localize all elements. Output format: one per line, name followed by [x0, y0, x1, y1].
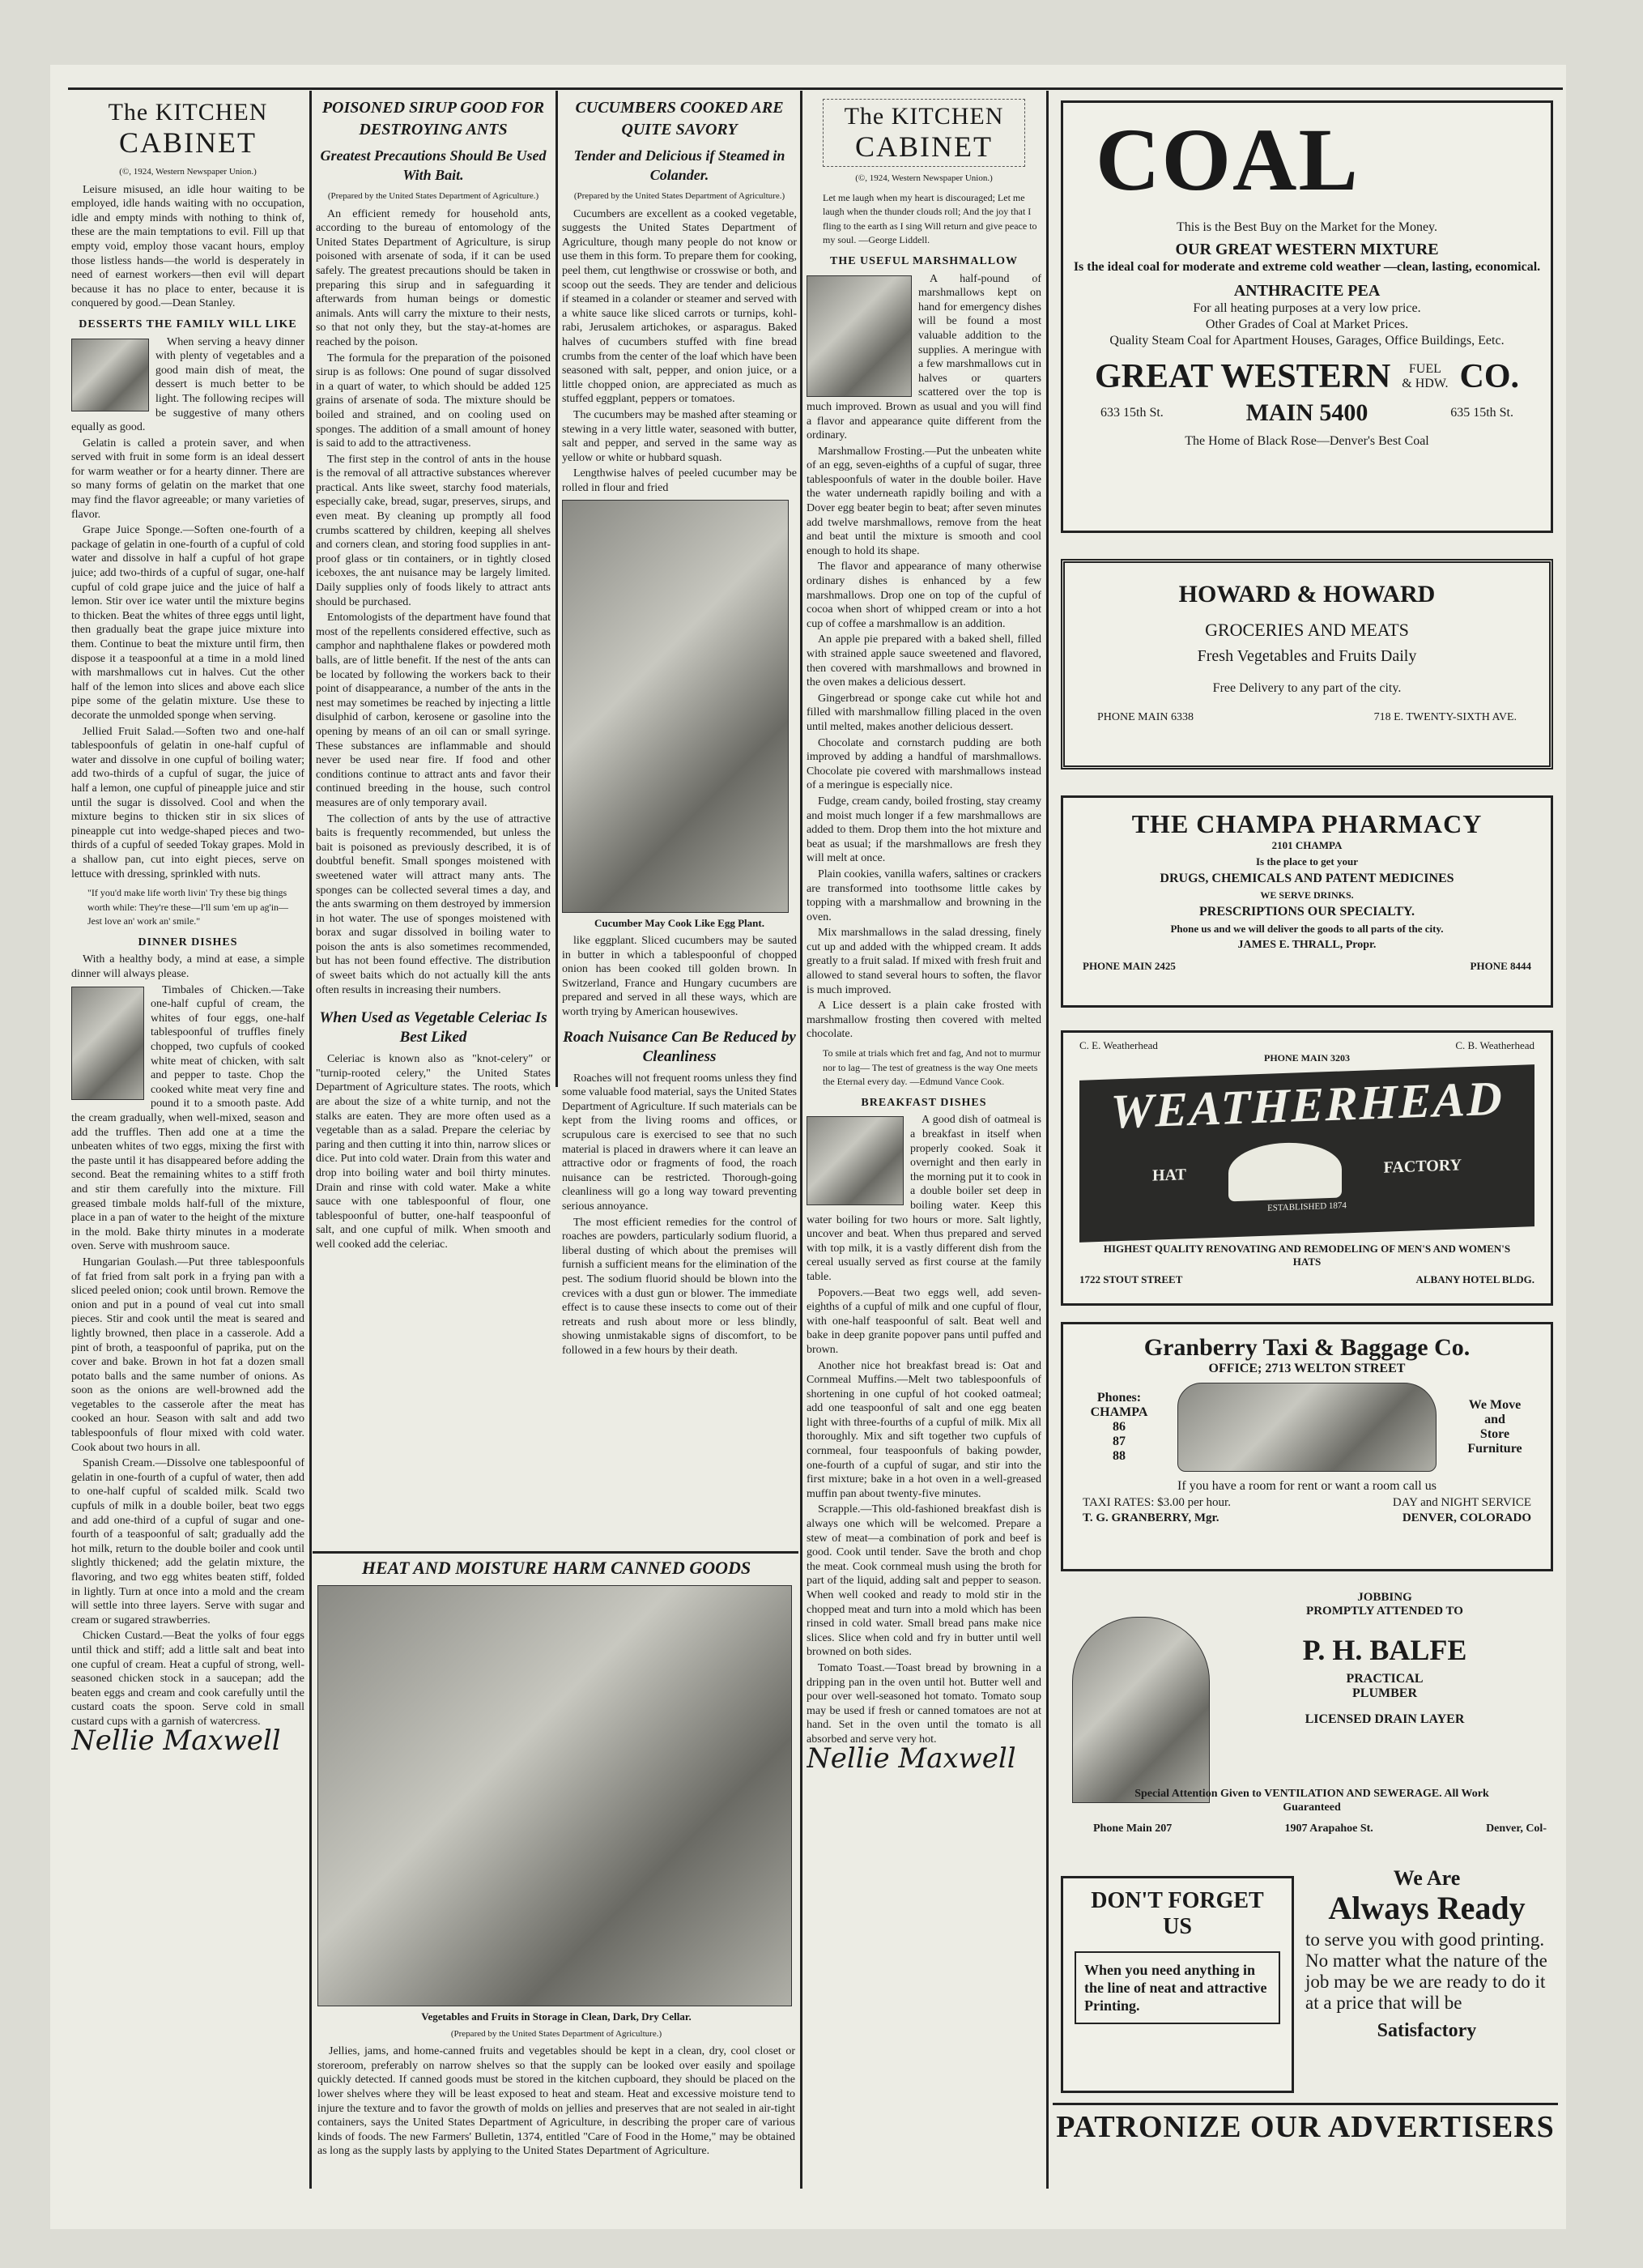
wheat-hand-illustration: [71, 987, 144, 1100]
column-rule: [555, 91, 558, 1087]
ad-line: PROMPTLY ATTENDED TO: [1306, 1605, 1463, 1618]
address: 2101 CHAMPA: [1271, 839, 1343, 851]
woman-reading-illustration: [807, 275, 912, 397]
ad-body: When you need anything in the line of neat and attractive Printing.: [1075, 1951, 1280, 2024]
paragraph: An apple pie prepared with a baked shell, filled with strained apple sauce sweetened and flavored, then covered with marshmallows and browned in the oven makes a delicious dessert.: [807, 633, 1041, 689]
ad-line: We Move: [1468, 1398, 1522, 1412]
ad-title: DON'T FORGET: [1091, 1888, 1264, 1913]
ad-line: Special Attention Given to VENTILATION AND SEWERAGE. All Work Guaranteed: [1134, 1788, 1489, 1814]
recipe-spanish-cream: Spanish Cream.—Dissolve one tablespoonful of gelatin in one-fourth of a cupful of water, then add to one-half cupful of scalded milk. Scald two cupfuls of milk in a double boiler, beat two eggs and add one-third of a cupful of sugar and one-fourth of a teaspoonful of salt; gradually add the hot milk, return to the double boiler and cook until slightly thickened; add the gelatin mixture, the flavoring, and two egg whites beaten stiff, folded in lightly. Turn at once into a mold and the cream will settle into three layers. Serve with sugar and cream or sugared strawberries.: [71, 1457, 304, 1626]
company-name: HOWARD & HOWARD: [1178, 581, 1436, 608]
ad-line: LICENSED DRAIN LAYER: [1305, 1712, 1465, 1726]
phone: PHONE 8444: [1470, 960, 1531, 972]
phone: 87: [1113, 1435, 1126, 1448]
company-suffix: CO.: [1459, 358, 1519, 395]
signature: Nellie Maxwell: [71, 1724, 281, 1757]
ad-dont-forget: [1061, 1876, 1294, 2093]
address: 633 15th St.: [1100, 406, 1164, 420]
recipe-jellied-fruit-salad: Jellied Fruit Salad.—Soften two and one-half tablespoonfuls of gelatin in one-half cupful of water and dissolve in one cupful of boiling water; add two-thirds of a cupful of sugar, the juice of half a lemon, one cupful of pineapple juice and stir until the sugar is dissolved. Cool and when the mixture begins to thicken stir in six slices of pineapple cut into wedge-shaped pieces and two-thirds of a cupful of seeded Tokay grapes. Mold in a shallow pan, cut into eight pieces, serve on lettuce with dressing, sprinkled with nuts.: [71, 725, 304, 880]
recipe-scrapple: Scrapple.—This old-fashioned breakfast dish is always one which will be welcomed. Prepare a stew of meat—a combination of pork and beef is good. Cook until tender. Save the broth and chop the meat. Cook cornmeal mush using the broth for part of the liquid, adding salt and pepper to season. When well cooked and ready to mold stir in the chopped meat and turn into a mold which has been rinsed in cold water. Small bread pans make nice slices. Slice when cold and fry in butter until well browned on both sides.: [807, 1503, 1041, 1659]
ad-line: Is the place to get your: [1255, 855, 1358, 868]
ad-line: JOBBING: [1357, 1591, 1412, 1604]
woman-cooking-photo: [562, 500, 789, 913]
ad-line: PRESCRIPTIONS OUR SPECIALTY.: [1199, 905, 1415, 919]
ad-line: Quality Steam Coal for Apartment Houses, Garages, Office Buildings, Eetc.: [1109, 334, 1505, 347]
recipe-goulash: Hungarian Goulash.—Put three tablespoonfuls of fat fried from salt pork in a frying pan with a sliced peeled onion; cook until brown. Remove the onion and put in a pound of veal cut into small pieces. Stir and cook until the meat is seared and lightly browned, then place in a casserole. Add a pint of broth, a teaspoonful of paprika, put on the cover and bake. Brown in hot fat a dozen small potato balls and the same number of onions. As soon as the onions are well-browned add the vegetables to the casserole after the meat has cooked an hour. Season with salt and add two tablespoonfuls of flour mixed with cold water. Cook about two hours in all.: [71, 1256, 304, 1454]
subhead-cucumbers: Tender and Delicious if Steamed in Colander.: [573, 147, 785, 183]
paragraph: The flavor and appearance of many otherwise ordinary dishes is enhanced by a few marshmallows. Drop one on top of the cupful of cocoa when short of whipped cream or into a hot cup of coffee a marshmallow is an addition.: [807, 561, 1041, 630]
paragraph: Chocolate and cornstarch pudding are both improved by adding a handful of marshmallows. Chocolate pie covered with marshmallows instead of a meringue is especially nice.: [807, 736, 1041, 792]
section-heading-dinner: DINNER DISHES: [138, 936, 238, 949]
ad-line: Fresh Vegetables and Fruits Daily: [1197, 647, 1417, 665]
cellar-shelves-photo: [317, 1585, 792, 2006]
hat-icon: [1228, 1141, 1342, 1202]
ad-tagline: The Home of Black Rose—Denver's Best Coal: [1185, 434, 1429, 448]
paragraph: The most efficient remedies for the control of roaches are powders, particularly sodium fluorid, a liberal dusting of which about the premises will furnish a sufficient means for the elimination of the pest. The sodium fluorid should be blown into the crevices with a dust gun or blower. The immediate effect is to cause these insects to come out of their retreats and rush about more or less blindly, showing unmistakable signs of discomfort, to be followed in a few hours by their death.: [562, 1216, 797, 1357]
recipe-tomato-toast: Tomato Toast.—Toast bread by browning in a dripping pan in the oven until hot. Butter well and pour over well-seasoned hot tomato. Tomato soup may be used if fresh or canned tomatoes are not at hand. Set in the oven until the tomato is all absorbed and serve very hot.: [807, 1661, 1041, 1746]
paragraph: The cucumbers may be mashed after steaming or stewing in a very little water, seasoned with butter, salt and pepper, and served in the same way as yellow or white or hubbard squash.: [562, 408, 797, 464]
address: 635 15th St.: [1450, 406, 1513, 420]
kitchen-cabinet-heading: [71, 99, 304, 159]
paragraph: like eggplant. Sliced cucumbers may be sauted in butter in which a tablespoonful of chopped onion has been cooked till golden brown. In Switzerland, France and Hungary cucumbers are prepared and served in all these ways, which are worth trying by American housewives.: [562, 935, 797, 1019]
ad-title: US: [1163, 1914, 1192, 1939]
ad-title: We Are: [1393, 1866, 1461, 1890]
company-name: P. H. BALFE: [1302, 1634, 1467, 1666]
ad-line: and: [1484, 1413, 1505, 1426]
recipe-timbales: Timbales of Chicken.—Take one-half cupful of cream, the whites of four eggs, one-half tablespoonful of truffles finely chopped, two cupfuls of cooked white meat of chicken, with salt and pepper to taste. Chop the cooked white meat very fine and pound it to a smooth paste. Add the cream gradually, when well-mixed, season and add the truffles. Then add one at a time the unbeaten whites of two eggs, mixing the first with the paste until it has disappeared before adding the second. Beat the remaining whites to a stiff froth and stir them carefully into the mixture. Fill greased timbale molds half-full of the mixture, place in a pan of water to the height of the mixture in the mold. Bake thirty minutes in a moderate oven. Serve with mushroom sauce.: [71, 983, 304, 1253]
ad-coal: [1061, 100, 1553, 533]
phone: PHONE MAIN 6338: [1097, 711, 1194, 723]
kc-title-line2: CABINET: [119, 126, 257, 159]
breakfast-table-illustration: [807, 1116, 904, 1205]
kc-title-line1: The KITCHEN: [108, 99, 268, 126]
recipe-marshmallow-frosting: Marshmallow Frosting.—Put the unbeaten white of an egg, seven-eighths of a cupful of sugar, three tablespoonfuls of water in the double boiler. Have the water underneath rapidly boiling and with a Dover egg beater begin to beat; after seven minutes add twelve marshmallows, remove from the heat and beat until the mixture is smooth and cool enough to hold its shape.: [807, 445, 1041, 557]
ad-title: Always Ready: [1328, 1890, 1526, 1926]
automobile-illustration: [1177, 1383, 1437, 1472]
ad-line: & HDW.: [1402, 377, 1449, 390]
poem: To smile at trials which fret and fag, And not to murmur nor to lag— The test of greatness is the way One meets the Eternal every day. —Edmund Vance Cook.: [823, 1047, 1041, 1088]
ad-line: TAXI RATES: $3.00 per hour.: [1083, 1496, 1231, 1509]
paragraph: With a healthy body, a mind at ease, a simple dinner will always please.: [71, 953, 304, 981]
ad-line: WE SERVE DRINKS.: [1260, 889, 1354, 901]
poem: "If you'd make life worth livin' Try these big things worth while: They're these—I'll sum 'em up ag'in— Jest love an' work an' smile.": [87, 887, 289, 927]
top-rule: [68, 87, 1563, 90]
paragraph: Jellies, jams, and home-canned fruits and vegetables should be kept in a clean, dry, cool closet or storeroom, preferably on narrow shelves so that the supply can be looked over easily and spoilage quickly detected. If canned goods must be stored in the kitchen cupboard, they should be placed on the lower shelves where they will be least exposed to heat and steam. Heat and excessive moisture tend to injure the texture and to favor the growth of molds on jellies and preserves that are not sealed in air-tight containers, says the United States Department of Agriculture, in describing the proper care of various kinds of foods. The new Farmers' Bulletin, 1374, entitled "Care of Food in the Home," may be obtained as long as the supply lasts by applying to the United States Department of Agriculture.: [317, 2045, 795, 2158]
kc-title-line2: CABINET: [855, 130, 993, 163]
ad-granberry-taxi: [1061, 1322, 1553, 1571]
ad-title: COAL: [1096, 110, 1360, 209]
ad-howard: [1061, 559, 1553, 770]
ad-line: Store: [1479, 1427, 1510, 1441]
patronize-banner: PATRONIZE OUR ADVERTISERS: [1056, 2110, 1555, 2144]
paragraph: Fudge, cream candy, boiled frosting, stay creamy and moist much longer if a few marshmallows are added to them. Drop them into the hot mixture and beat as usual; if the marshmallows are fresh they will melt at once.: [807, 795, 1041, 865]
recipe-grape-juice-sponge: Grape Juice Sponge.—Soften one-fourth of a package of gelatin in one-fourth of a cupful of cold water and dissolve in half a cupful of hot grape juice; add two-thirds of a cupful of sugar, one-half cupful of cold grape juice and the juice of half a lemon. Stir over ice water until the mixture begins to thicken. Beat the whites of three eggs until light, then gradually beat the grape juice mixture into them. Continue to beat the mixture until firm, then dispose it a teaspoonful at a time in a mold lined with marshmallows cut in halves. Cut the other half of the lemon into slices and above each slice pipe some of the gelatin mixture. Use these to decorate the unmolded sponge when serving.: [71, 524, 304, 722]
phone: PHONE MAIN 2425: [1083, 960, 1176, 972]
ad-line: Is the ideal coal for moderate and extreme cold weather —clean, lasting, economical.: [1073, 260, 1541, 274]
company-name: Granberry Taxi & Baggage Co.: [1143, 1334, 1471, 1361]
ad-line: ANTHRACITE PEA: [1233, 282, 1381, 300]
column-4: [807, 96, 1041, 2185]
paragraph: Gingerbread or sponge cake cut while hot and filled with marshmallow filling placed in the oven until melted, makes another delicious dessert.: [807, 692, 1041, 733]
paragraph: The collection of ants by the use of attractive baits is frequently recommended, but unless the bait is poisoned as previously described, it is of doubtful benefit. Small sponges moistened with sweetened water will attract many ants. The sponges can be collected several times a day, and the ants swarming on them destroyed by immersion in hot water. The use of sponges moistened with borax and sugar dissolved in boiling water to poison the ants is also sometimes recommended, but has not been found effective. The distribution of sweet baits which do not actually kill the ants often results in increasing their numbers.: [316, 812, 551, 996]
phone: Phone Main 207: [1093, 1823, 1173, 1835]
phone: MAIN 5400: [1245, 399, 1368, 426]
column-rule: [800, 91, 802, 2189]
signature: Nellie Maxwell: [807, 1742, 1016, 1775]
owner-name: C. E. Weatherhead: [1079, 1039, 1158, 1051]
ad-weatherhead: [1061, 1030, 1553, 1306]
photo-caption: Vegetables and Fruits in Storage in Clean, Dark, Dry Cellar.: [421, 2010, 692, 2023]
column-rule: [1046, 91, 1049, 2189]
paragraph: Cucumbers are excellent as a cooked vegetable, suggests the United States Department of Agriculture, though many people do not know or use them in this form. To prepare them for cooking, peel them, cut lengthwise or crosswise or both, and scoop out the seeds. They are tender and delicious if steamed in a colander or steamer and served with a white sauce like sliced carrots or turnips, kohl-rabi, Jerusalem artichokes, or asparagus. Baked halves of cucumbers stuffed with fine bread crumbs from the center of the loaf which have been seasoned with salt, pepper, and onion juice, or a little chopped onion, are appreciated as much as stuffed eggplant, peppers or tomatoes.: [562, 207, 797, 406]
owner-name: C. B. Weatherhead: [1455, 1039, 1534, 1051]
recipe-muffins: Another nice hot breakfast bread is: Oat and Cornmeal Muffins.—Melt two tablespoonfuls of shortening in one cupful of hot cooked oatmeal; add one teaspoonful of salt and one egg beaten light with three-fourths of a cupful of milk. Mix all thoroughly. Mix and sift together two cupfuls of cornmeal, four teaspoonfuls of baking powder, one-fourth of a cupful of sugar, and stir into the first mixture; bake in a hot oven in a well-greased muffin pan about twenty-five minutes.: [807, 1359, 1041, 1500]
plumbing-fixture-illustration: [1072, 1617, 1210, 1803]
ad-line: For all heating purposes at a very low price.: [1193, 301, 1421, 315]
paragraph: Entomologists of the department have found that most of the repellents considered effective, such as camphor and naphthalene flakes or powdered moth balls, are of little benefit. If the nest of the ants can be located by following the workers back to their point of disappearance, a number of the ants in the nest may sometimes be reached by injecting a little disulphid of carbon, kerosene or gasoline into the opening by means of an oil can or small syringe. These substances are inflammable and should never be used near fire. If food and other conditions continue to attract ants and favor their continued breeding in the house, such control measures are of only temporary avail.: [316, 612, 551, 809]
column-rule: [309, 91, 312, 2189]
paragraph: Gelatin is called a protein saver, and when served with fruit in some form is an ideal dessert for warm weather or for a hearty dinner. There are so many forms of gelatin on the market that one may find the flavor agreeable; or many varieties of flavor.: [71, 437, 304, 521]
phone: PHONE MAIN 3203: [1264, 1052, 1350, 1064]
source-line: (Prepared by the United States Department of Agriculture.): [450, 2028, 662, 2039]
paragraph: A Lice dessert is a plain cake frosted with marshmallow frosting then covered with melted chocolate.: [807, 1000, 1041, 1041]
ad-line: This is the Best Buy on the Market for the Money.: [1176, 220, 1438, 234]
headline-cucumbers: CUCUMBERS COOKED ARE QUITE SAVORY: [575, 99, 784, 139]
manager: T. G. GRANBERRY, Mgr.: [1083, 1511, 1219, 1524]
ad-body: to serve you with good printing. No matter what the nature of the job may be we are ready to do it at a price that will be: [1305, 1929, 1547, 2013]
address: OFFICE; 2713 WELTON STREET: [1208, 1362, 1406, 1375]
ad-always-ready: [1300, 1863, 1553, 2100]
weatherhead-banner: [1079, 1064, 1534, 1243]
ad-line: Other Grades of Coal at Market Prices.: [1205, 318, 1409, 331]
column-1: [71, 96, 304, 2185]
headline-ants: POISONED SIRUP GOOD FOR DESTROYING ANTS: [321, 99, 545, 139]
ad-line: PLUMBER: [1352, 1686, 1417, 1700]
city: Denver, Col-: [1486, 1823, 1547, 1835]
ad-line: CHAMPA: [1090, 1405, 1148, 1419]
paragraph: An efficient remedy for household ants, according to the bureau of entomology of the United States Department of Agriculture, is sirup poisoned with arsenate of soda, if it can be used safely. The greatest precautions should be taken in preparing this sirup and in safeguarding it afterwards from human beings or domestic animals. Ants will carry the mixture to their nests, so that not only they, but the stay-at-homes are reached by the poison.: [316, 207, 551, 348]
banner-title: WEATHERHEAD: [1110, 1071, 1504, 1139]
ad-line: HIGHEST QUALITY RENOVATING AND REMODELING OF MEN'S AND WOMEN'S HATS: [1103, 1243, 1511, 1268]
poem: Let me laugh when my heart is discouraged; Let me laugh when the thunder clouds roll; And the joy that I fling to the earth as I sing Will return and give peace to my soul. —George Liddell.: [823, 191, 1037, 246]
company-name: THE CHAMPA PHARMACY: [1131, 809, 1483, 838]
paragraph: Celeriac is known also as "knot-celery" or "turnip-rooted celery," the United States Department of Agriculture states. The roots, which are about the size of a white turnip, and not the stalks are eaten. They are more often used as a vegetable than as a salad. Prepare the celeriac by paring and then cutting it into thin, narrow slices or dice. Put into cold water. Drain from this water and drop into boiling water and boil thirty minutes. Drain and rinse with cold water. Make a white sauce with one tablespoonful of flour, one tablespoonful of butter, one-half teaspoonful of salt, and one cupful of milk. When smooth and well cooked add the celeriac.: [316, 1053, 551, 1251]
address: 1722 STOUT STREET: [1079, 1273, 1183, 1285]
ad-line: GROCERIES AND MEATS: [1205, 620, 1409, 640]
paragraph: The formula for the preparation of the poisoned sirup is as follows: One pound of sugar dissolved in a quart of water, to which should be added 125 grains of arsenate of soda. The mixture should be boiled and strained, and on cooling used on sponges. The addition of a small amount of honey is said to add to the attractiveness.: [316, 352, 551, 450]
paragraph: A half-pound of marshmallows kept on hand for emergency dishes will be found a most valuable addition to the supplies. A meringue with a few marshmallows cut in halves or quarters scattered over the top is much improved. Brown as usual and you will find a flavor and appearance quite different from the ordinary.: [807, 272, 1041, 442]
ad-line: Phones:: [1096, 1391, 1142, 1405]
ad-line: OUR GREAT WESTERN MIXTURE: [1175, 241, 1439, 258]
kitchen-cabinet-heading: [823, 99, 1025, 167]
intro-paragraph: Leisure misused, an idle hour waiting to be employed, idle hands waiting with no occupation, idle and empty minds with nothing to think of, these are the main temptations to evil. Fill up that empty void, employ those vacant hours, employ those listless hands—the world is desperately in need of earnest workers—then evil will depart because it has no place to enter, because it is conquered by good.—Dean Stanley.: [71, 183, 304, 310]
phone: 86: [1113, 1420, 1126, 1434]
dessert-glass-illustration: [71, 339, 149, 411]
ad-line: PRACTICAL: [1346, 1672, 1424, 1686]
photo-caption: Cucumber May Cook Like Egg Plant.: [594, 917, 764, 930]
headline-roach: Roach Nuisance Can Be Reduced by Cleanliness: [563, 1028, 796, 1065]
ad-line: DAY and NIGHT SERVICE: [1392, 1496, 1531, 1509]
source-line: (Prepared by the United States Department of Agriculture.): [327, 191, 539, 201]
address: 1907 Arapahoe St.: [1284, 1823, 1373, 1835]
paragraph: Roaches will not frequent rooms unless they find some valuable food material, says the United States Department of Agriculture. If such materials can be kept from the living rooms and offices, or scrupulous care is exercised to see that no such material is placed in drawers where it can leave an attractive odor or fragments of food, the roach nuisance can be restricted. Thorough-going cleanliness will go a long way toward preventing serious annoyance.: [562, 1072, 797, 1213]
paragraph: Lengthwise halves of peeled cucumber may be rolled in flour and fried: [562, 467, 797, 494]
company-name: GREAT WESTERN: [1095, 358, 1391, 395]
copyright-line: (©, 1924, Western Newspaper Union.): [119, 167, 257, 177]
column-3: [562, 96, 797, 1554]
address: 718 E. TWENTY-SIXTH AVE.: [1373, 711, 1517, 723]
banner-word: FACTORY: [1383, 1155, 1462, 1177]
ad-line: Phone us and we will deliver the goods to all parts of the city.: [1170, 923, 1444, 935]
headline-celeriac: When Used as Vegetable Celeriac Is Best Liked: [319, 1009, 547, 1047]
canned-goods-article: [317, 1555, 795, 2171]
copyright-line: (©, 1924, Western Newspaper Union.): [855, 173, 993, 183]
city: DENVER, COLORADO: [1402, 1511, 1531, 1524]
ad-line: Furniture: [1467, 1442, 1522, 1456]
address: ALBANY HOTEL BLDG.: [1415, 1273, 1534, 1285]
paragraph: A good dish of oatmeal is a breakfast in itself when properly cooked. Soak it overnight and then early in the morning put it to cook in a double boiler set deep in boiling water. Keep this water boiling for two hours or more. Salt lightly, uncover and beat. When thus prepared and served with top milk, it is a vastly different dish from the cereal usually served as first course at the family table.: [807, 1114, 1041, 1283]
ad-title: Satisfactory: [1377, 2020, 1477, 2041]
kc-title-line1: The KITCHEN: [844, 103, 1004, 130]
subhead-ants: Greatest Precautions Should Be Used With Bait.: [320, 147, 547, 183]
paragraph: The first step in the control of ants in the house is the removal of all attractive substances wherever practical. Ants like sweet, starchy food materials, especially cake, bread, sugar, preserves, sirups, and even meat. By cleaning up promptly all food crumbs scattered by children, keeping all shelves and corners clean, and storing food supplies in ant-proof glass or tin containers, or in tightly closed iceboxes, the ant nuisance may be largely limited. Daily supplies only of foods likely to attract ants should be purchased.: [316, 453, 551, 608]
ad-champa-pharmacy: [1061, 795, 1553, 1008]
ad-line: DRUGS, CHEMICALS AND PATENT MEDICINES: [1160, 872, 1454, 885]
recipe-popovers: Popovers.—Beat two eggs well, add seven-eighths of a cupful of milk and one cupful of flour, with one-half teaspoonful of salt. Beat well and bake in deep granite popover pans until puffed and brown.: [807, 1286, 1041, 1356]
proprietor: JAMES E. THRALL, Propr.: [1237, 939, 1377, 951]
column-2: [316, 96, 551, 1545]
ad-balfe-plumber: [1061, 1588, 1553, 1874]
ad-line: Free Delivery to any part of the city.: [1212, 681, 1402, 695]
section-heading-marshmallow: THE USEFUL MARSHMALLOW: [829, 254, 1019, 267]
recipe-chicken-custard: Chicken Custard.—Beat the yolks of four eggs until thick and stiff; add a little salt and beat into one cupful of cream. Heat a cupful of strong, well-seasoned chicken stock in a saucepan; add the beaten eggs and cream and cook carefully until the custard coats the spoon. Serve cold in small custard cups with a garnish of watercress.: [71, 1630, 304, 1728]
section-heading-breakfast: BREAKFAST DISHES: [861, 1096, 987, 1109]
banner-word: HAT: [1152, 1165, 1186, 1185]
paragraph: Plain cookies, vanilla wafers, saltines or crackers are transformed into toothsome little cakes by topping with a marshmallow and browning in the oven.: [807, 868, 1041, 923]
paragraph: When serving a heavy dinner with plenty of vegetables and a good main dish of meat, the dessert is much better to be light. The following recipes will be suggestive of many others equally as good.: [71, 335, 304, 434]
ad-line: FUEL: [1408, 362, 1441, 376]
section-rule: [313, 1551, 798, 1554]
headline-canned: HEAT AND MOISTURE HARM CANNED GOODS: [361, 1558, 751, 1578]
paragraph: Mix marshmallows in the salad dressing, finely cut up and added with the whipped cream. It adds greatly to a fruit salad. If mixed with fresh fruit and allowed to stand several hours to soften, the flavor is much improved.: [807, 927, 1041, 996]
section-rule: [1053, 2103, 1558, 2105]
established-line: ESTABLISHED 1874: [1267, 1200, 1347, 1213]
ad-line: If you have a room for rent or want a room call us: [1177, 1479, 1437, 1493]
source-line: (Prepared by the United States Department of Agriculture.): [573, 191, 785, 201]
section-heading-desserts: DESSERTS THE FAMILY WILL LIKE: [79, 318, 297, 330]
phone: 88: [1113, 1449, 1126, 1463]
